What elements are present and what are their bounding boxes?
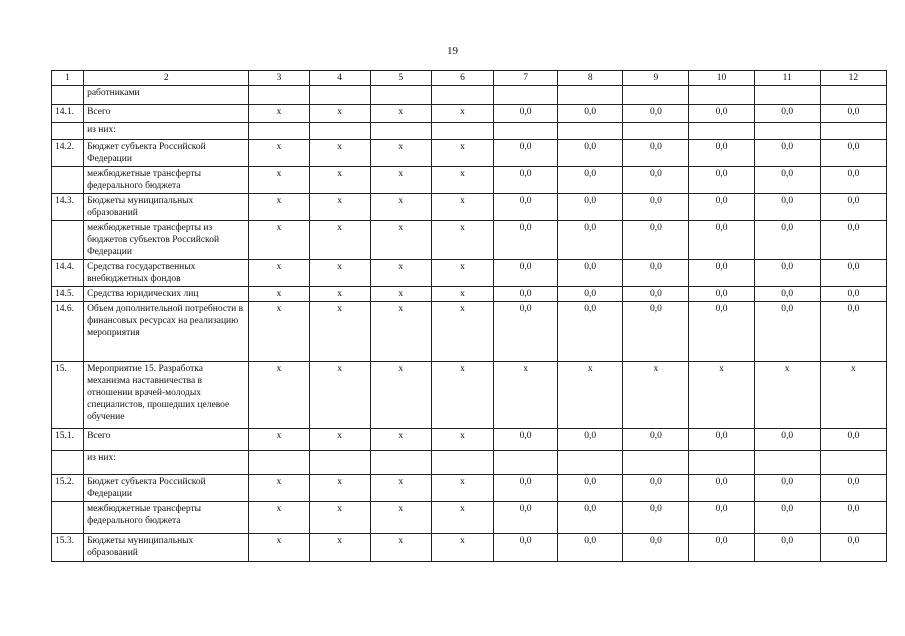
value-cell: x bbox=[309, 221, 370, 260]
row-number: 14.6. bbox=[52, 302, 84, 362]
column-number-header: 7 bbox=[494, 71, 558, 86]
value-cell: 0,0 bbox=[494, 140, 558, 167]
value-cell: 0,0 bbox=[623, 105, 689, 123]
value-cell: x bbox=[370, 260, 431, 287]
value-cell: 0,0 bbox=[558, 140, 623, 167]
value-cell bbox=[820, 123, 886, 140]
table-row bbox=[52, 194, 887, 221]
value-cell: 0,0 bbox=[558, 194, 623, 221]
value-cell bbox=[558, 86, 623, 105]
value-cell bbox=[370, 123, 431, 140]
value-cell: 0,0 bbox=[623, 140, 689, 167]
column-number-header: 3 bbox=[249, 71, 309, 86]
column-number-header: 1 bbox=[52, 71, 84, 86]
value-cell: 0,0 bbox=[689, 194, 754, 221]
row-number: 14.4. bbox=[52, 260, 84, 287]
page-number: 19 bbox=[447, 45, 458, 57]
value-cell: 0,0 bbox=[689, 105, 754, 123]
value-cell: 0,0 bbox=[754, 429, 820, 451]
value-cell: x bbox=[370, 140, 431, 167]
value-cell: x bbox=[249, 167, 309, 194]
value-cell: 0,0 bbox=[623, 287, 689, 302]
table-row bbox=[52, 534, 887, 562]
table-row bbox=[52, 221, 887, 260]
row-number bbox=[52, 123, 84, 140]
value-cell: 0,0 bbox=[754, 105, 820, 123]
value-cell: x bbox=[431, 429, 493, 451]
column-number-header: 5 bbox=[370, 71, 431, 86]
value-cell: 0,0 bbox=[558, 287, 623, 302]
row-number: 14.2. bbox=[52, 140, 84, 167]
column-number-header: 4 bbox=[309, 71, 370, 86]
value-cell bbox=[558, 451, 623, 475]
value-cell: 0,0 bbox=[754, 221, 820, 260]
value-cell: x bbox=[249, 475, 309, 502]
value-cell: 0,0 bbox=[623, 260, 689, 287]
value-cell bbox=[689, 451, 754, 475]
value-cell bbox=[820, 451, 886, 475]
value-cell: 0,0 bbox=[494, 534, 558, 562]
value-cell: x bbox=[431, 534, 493, 562]
row-number: 14.5. bbox=[52, 287, 84, 302]
value-cell bbox=[754, 86, 820, 105]
value-cell: x bbox=[370, 475, 431, 502]
row-name: работниками bbox=[84, 86, 249, 105]
value-cell: 0,0 bbox=[558, 534, 623, 562]
value-cell: 0,0 bbox=[494, 429, 558, 451]
table-row bbox=[52, 429, 887, 451]
value-cell bbox=[558, 123, 623, 140]
value-cell: x bbox=[309, 105, 370, 123]
column-number-header: 12 bbox=[820, 71, 886, 86]
value-cell: x bbox=[431, 140, 493, 167]
value-cell bbox=[623, 86, 689, 105]
value-cell bbox=[623, 451, 689, 475]
value-cell bbox=[623, 123, 689, 140]
row-name: Средства государственных внебюджетных фондов bbox=[84, 260, 249, 287]
value-cell: x bbox=[431, 502, 493, 534]
value-cell: x bbox=[370, 105, 431, 123]
value-cell: 0,0 bbox=[494, 221, 558, 260]
table-row bbox=[52, 105, 887, 123]
value-cell: x bbox=[309, 362, 370, 429]
value-cell: 0,0 bbox=[558, 502, 623, 534]
value-cell: x bbox=[431, 221, 493, 260]
value-cell: 0,0 bbox=[558, 105, 623, 123]
value-cell: 0,0 bbox=[623, 534, 689, 562]
value-cell: 0,0 bbox=[754, 167, 820, 194]
value-cell: x bbox=[249, 287, 309, 302]
table-row bbox=[52, 302, 887, 362]
value-cell: 0,0 bbox=[754, 260, 820, 287]
value-cell: 0,0 bbox=[820, 105, 886, 123]
value-cell: x bbox=[370, 362, 431, 429]
value-cell: x bbox=[309, 534, 370, 562]
value-cell: 0,0 bbox=[558, 429, 623, 451]
value-cell: x bbox=[558, 362, 623, 429]
row-number bbox=[52, 451, 84, 475]
value-cell: 0,0 bbox=[689, 221, 754, 260]
value-cell: 0,0 bbox=[689, 475, 754, 502]
value-cell bbox=[309, 123, 370, 140]
table-row bbox=[52, 287, 887, 302]
row-number: 15.1. bbox=[52, 429, 84, 451]
value-cell: x bbox=[494, 362, 558, 429]
value-cell bbox=[309, 86, 370, 105]
row-number: 15. bbox=[52, 362, 84, 429]
value-cell: 0,0 bbox=[820, 167, 886, 194]
value-cell: 0,0 bbox=[754, 302, 820, 362]
value-cell: x bbox=[370, 429, 431, 451]
row-number: 15.2. bbox=[52, 475, 84, 502]
row-number: 15.3. bbox=[52, 534, 84, 562]
column-number-header: 6 bbox=[431, 71, 493, 86]
value-cell: x bbox=[370, 287, 431, 302]
value-cell: 0,0 bbox=[623, 302, 689, 362]
value-cell bbox=[820, 86, 886, 105]
column-number-header: 8 bbox=[558, 71, 623, 86]
table-row bbox=[52, 123, 887, 140]
value-cell: 0,0 bbox=[820, 287, 886, 302]
value-cell: 0,0 bbox=[623, 194, 689, 221]
value-cell: x bbox=[689, 362, 754, 429]
value-cell: x bbox=[370, 194, 431, 221]
value-cell bbox=[689, 123, 754, 140]
value-cell: 0,0 bbox=[494, 194, 558, 221]
value-cell: 0,0 bbox=[558, 167, 623, 194]
value-cell bbox=[370, 86, 431, 105]
value-cell: 0,0 bbox=[689, 302, 754, 362]
value-cell: x bbox=[754, 362, 820, 429]
value-cell: x bbox=[431, 194, 493, 221]
value-cell: 0,0 bbox=[820, 534, 886, 562]
value-cell: x bbox=[249, 260, 309, 287]
value-cell bbox=[494, 123, 558, 140]
value-cell bbox=[494, 451, 558, 475]
value-cell: 0,0 bbox=[689, 534, 754, 562]
value-cell bbox=[431, 451, 493, 475]
value-cell: 0,0 bbox=[689, 167, 754, 194]
value-cell: 0,0 bbox=[689, 502, 754, 534]
row-number bbox=[52, 221, 84, 260]
value-cell: x bbox=[309, 429, 370, 451]
value-cell bbox=[431, 123, 493, 140]
column-number-header: 2 bbox=[84, 71, 249, 86]
row-name: межбюджетные трансферты из бюджетов субъектов Российской Федерации bbox=[84, 221, 249, 260]
value-cell bbox=[431, 86, 493, 105]
value-cell bbox=[309, 451, 370, 475]
row-number bbox=[52, 502, 84, 534]
value-cell bbox=[494, 86, 558, 105]
table-row bbox=[52, 260, 887, 287]
value-cell: 0,0 bbox=[494, 167, 558, 194]
column-number-header: 9 bbox=[623, 71, 689, 86]
value-cell: x bbox=[309, 260, 370, 287]
value-cell: 0,0 bbox=[754, 287, 820, 302]
value-cell: 0,0 bbox=[623, 167, 689, 194]
table-row bbox=[52, 451, 887, 475]
value-cell: x bbox=[309, 302, 370, 362]
value-cell: x bbox=[370, 534, 431, 562]
value-cell: 0,0 bbox=[820, 140, 886, 167]
value-cell: 0,0 bbox=[689, 429, 754, 451]
value-cell: x bbox=[309, 140, 370, 167]
value-cell: 0,0 bbox=[754, 475, 820, 502]
row-name: Всего bbox=[84, 429, 249, 451]
value-cell: x bbox=[249, 534, 309, 562]
table-row bbox=[52, 140, 887, 167]
value-cell: x bbox=[623, 362, 689, 429]
value-cell bbox=[249, 451, 309, 475]
value-cell: 0,0 bbox=[558, 260, 623, 287]
value-cell: x bbox=[309, 502, 370, 534]
value-cell bbox=[249, 123, 309, 140]
value-cell: x bbox=[249, 221, 309, 260]
value-cell: x bbox=[249, 502, 309, 534]
value-cell: 0,0 bbox=[754, 502, 820, 534]
value-cell: 0,0 bbox=[623, 221, 689, 260]
value-cell bbox=[249, 86, 309, 105]
value-cell: x bbox=[431, 475, 493, 502]
value-cell: 0,0 bbox=[623, 475, 689, 502]
table-row bbox=[52, 167, 887, 194]
row-name: Бюджет субъекта Российской Федерации bbox=[84, 140, 249, 167]
value-cell: x bbox=[249, 105, 309, 123]
value-cell: x bbox=[431, 105, 493, 123]
value-cell: x bbox=[431, 287, 493, 302]
column-number-header: 10 bbox=[689, 71, 754, 86]
value-cell: 0,0 bbox=[754, 534, 820, 562]
value-cell: 0,0 bbox=[820, 429, 886, 451]
row-number: 14.1. bbox=[52, 105, 84, 123]
value-cell: 0,0 bbox=[558, 475, 623, 502]
row-name: межбюджетные трансферты федерального бюджета bbox=[84, 167, 249, 194]
value-cell: 0,0 bbox=[494, 475, 558, 502]
value-cell: 0,0 bbox=[558, 302, 623, 362]
row-name: межбюджетные трансферты федерального бюджета bbox=[84, 502, 249, 534]
row-name: из них: bbox=[84, 451, 249, 475]
value-cell: 0,0 bbox=[754, 140, 820, 167]
value-cell: 0,0 bbox=[494, 302, 558, 362]
value-cell: x bbox=[249, 194, 309, 221]
value-cell: x bbox=[431, 167, 493, 194]
value-cell: 0,0 bbox=[494, 287, 558, 302]
table-row bbox=[52, 86, 887, 105]
value-cell: x bbox=[370, 221, 431, 260]
row-name: Бюджеты муниципальных образований bbox=[84, 194, 249, 221]
value-cell: 0,0 bbox=[820, 502, 886, 534]
value-cell: x bbox=[431, 302, 493, 362]
value-cell: 0,0 bbox=[494, 105, 558, 123]
value-cell: 0,0 bbox=[820, 475, 886, 502]
table-row bbox=[52, 475, 887, 502]
value-cell bbox=[754, 451, 820, 475]
value-cell: x bbox=[370, 167, 431, 194]
value-cell bbox=[370, 451, 431, 475]
row-name: Бюджеты муниципальных образований bbox=[84, 534, 249, 562]
value-cell: 0,0 bbox=[820, 194, 886, 221]
column-number-row bbox=[52, 71, 887, 86]
value-cell bbox=[689, 86, 754, 105]
value-cell: 0,0 bbox=[494, 502, 558, 534]
value-cell: 0,0 bbox=[820, 221, 886, 260]
value-cell: x bbox=[370, 302, 431, 362]
column-number-header: 11 bbox=[754, 71, 820, 86]
value-cell: 0,0 bbox=[689, 287, 754, 302]
value-cell: x bbox=[820, 362, 886, 429]
value-cell: x bbox=[249, 429, 309, 451]
row-name: Мероприятие 15. Разработка механизма наставничества в отношении врачей-молодых специалистов, прошедших целевое обучение bbox=[84, 362, 249, 429]
value-cell bbox=[754, 123, 820, 140]
value-cell: 0,0 bbox=[494, 260, 558, 287]
value-cell: x bbox=[249, 302, 309, 362]
row-number: 14.3. bbox=[52, 194, 84, 221]
value-cell: 0,0 bbox=[689, 140, 754, 167]
value-cell: x bbox=[249, 140, 309, 167]
value-cell: 0,0 bbox=[558, 221, 623, 260]
value-cell: x bbox=[309, 167, 370, 194]
row-name: из них: bbox=[84, 123, 249, 140]
value-cell: 0,0 bbox=[820, 302, 886, 362]
row-name: Всего bbox=[84, 105, 249, 123]
value-cell: 0,0 bbox=[689, 260, 754, 287]
value-cell: x bbox=[309, 475, 370, 502]
value-cell: x bbox=[249, 362, 309, 429]
value-cell: x bbox=[431, 362, 493, 429]
value-cell: x bbox=[431, 260, 493, 287]
value-cell: x bbox=[309, 287, 370, 302]
row-name: Объем дополнительной потребности в финансовых ресурсах на реализацию мероприятия bbox=[84, 302, 249, 362]
value-cell: 0,0 bbox=[623, 502, 689, 534]
row-name: Средства юридических лиц bbox=[84, 287, 249, 302]
financing-table bbox=[51, 70, 887, 562]
table-row bbox=[52, 362, 887, 429]
value-cell: 0,0 bbox=[754, 194, 820, 221]
value-cell: 0,0 bbox=[820, 260, 886, 287]
row-name: Бюджет субъекта Российской Федерации bbox=[84, 475, 249, 502]
value-cell: x bbox=[370, 502, 431, 534]
table-row bbox=[52, 502, 887, 534]
value-cell: 0,0 bbox=[623, 429, 689, 451]
value-cell: x bbox=[309, 194, 370, 221]
row-number bbox=[52, 86, 84, 105]
row-number bbox=[52, 167, 84, 194]
